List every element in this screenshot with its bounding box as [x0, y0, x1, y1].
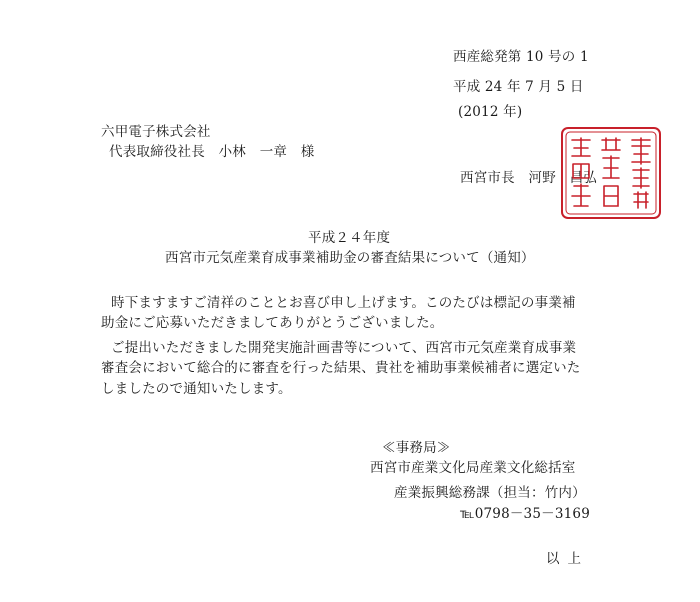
contact-section: 産業振興総務課（担当：竹内） — [394, 485, 586, 501]
fiscal-year-heading: 平成２４年度 — [308, 230, 391, 246]
issue-date: 平成 24 年 7 月 5 日 — [453, 79, 584, 95]
body-paragraph-1-line-2: 助金にご応募いただきましてありがとうございました。 — [101, 315, 444, 331]
sender-name: 西宮市長 河野 昌弘 — [460, 170, 597, 186]
reference-number: 西産総発第 10 号の 1 — [453, 49, 589, 65]
body-paragraph-2-line-3: しましたので通知いたします。 — [101, 381, 292, 397]
recipient-representative: 代表取締役社長 小林 一章 様 — [109, 144, 315, 160]
body-paragraph-2-line-1: ご提出いただきました開発実施計画書等について、西宮市元気産業育成事業 — [111, 340, 577, 356]
contact-telephone: ℡0798－35－3169 — [460, 506, 590, 522]
contact-department: 西宮市産業文化局産業文化総括室 — [370, 460, 576, 476]
body-paragraph-2-line-2: 審査会において総合的に審査を行った結果、貴社を補助事業候補者に選定いた — [101, 360, 581, 376]
official-seal-image — [558, 124, 664, 222]
document-subject: 西宮市元気産業育成事業補助金の審査結果について（通知） — [165, 250, 535, 266]
body-paragraph-1-line-1: 時下ますますご清祥のこととお喜び申し上げます。このたびは標記の事業補 — [111, 295, 576, 311]
closing-remark: 以上 — [546, 551, 589, 567]
issue-date-western: (2012 年) — [458, 104, 523, 120]
contact-heading: ≪事務局≫ — [382, 440, 451, 456]
recipient-company: 六甲電子株式会社 — [101, 124, 211, 140]
